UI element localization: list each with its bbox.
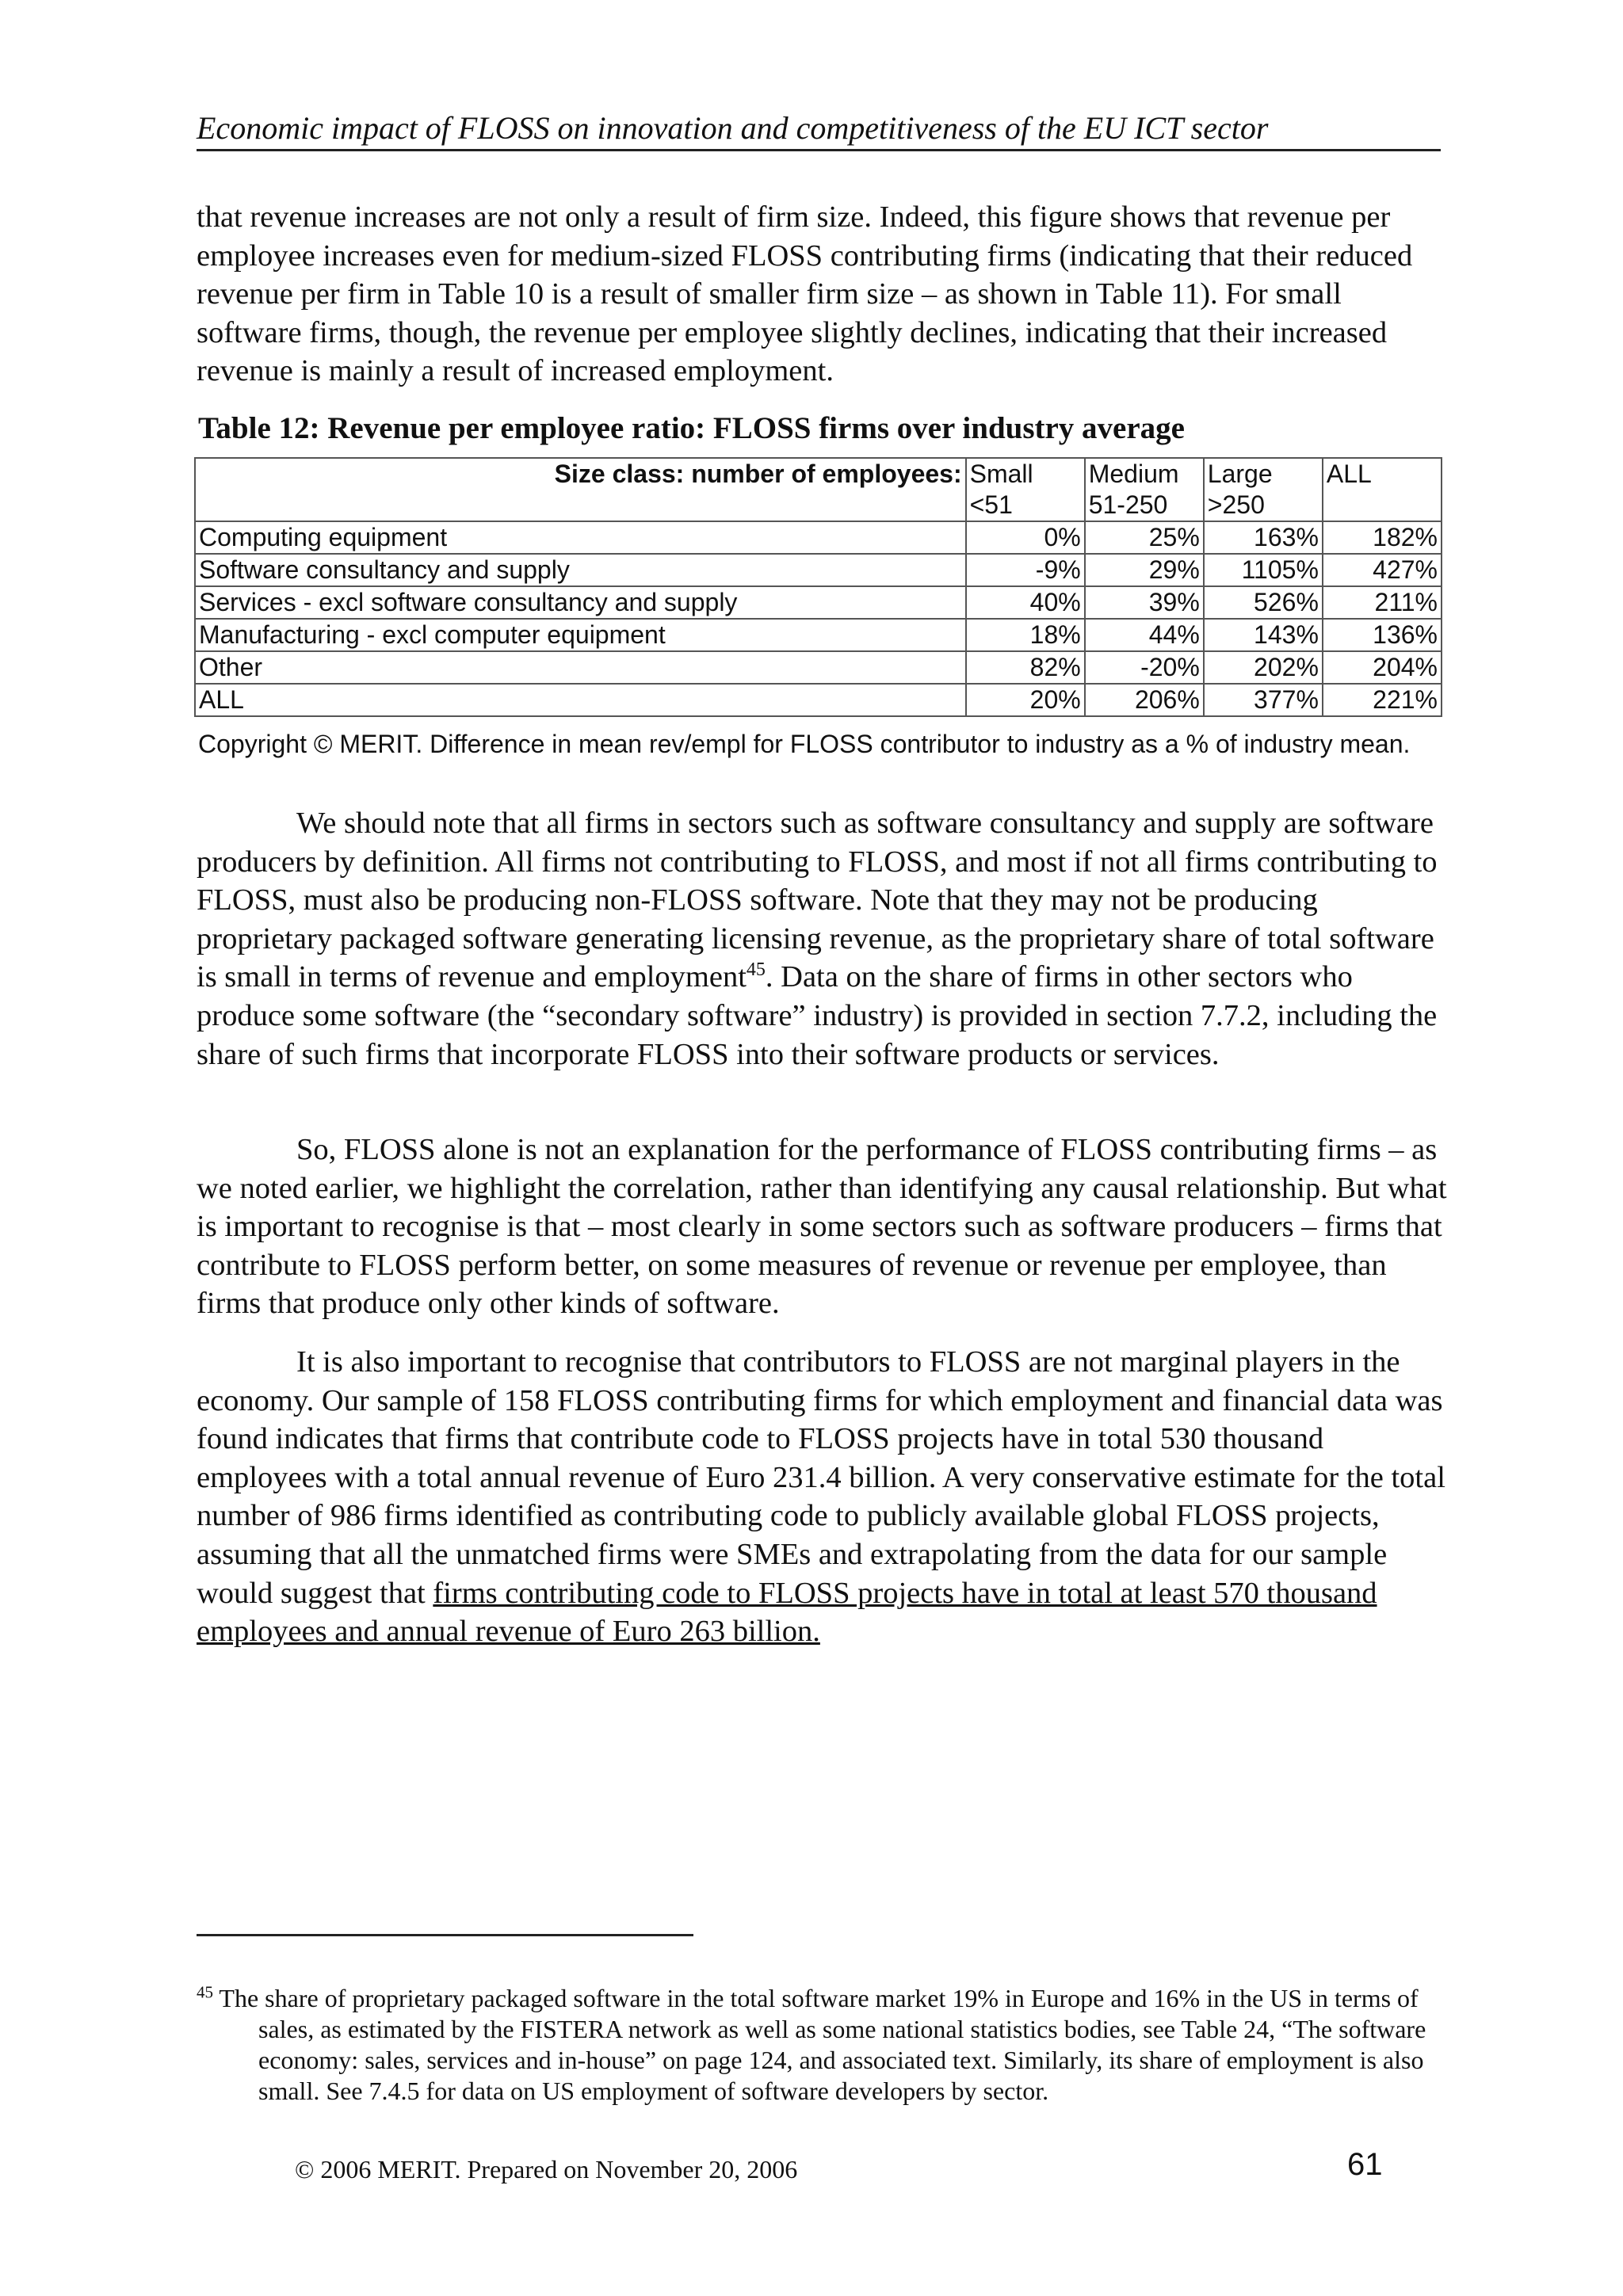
table-cell: 18%: [966, 619, 1085, 651]
size-class-header: Size class: number of employees:: [195, 458, 966, 521]
table-row: [195, 684, 1442, 716]
table-cell: 44%: [1085, 619, 1204, 651]
table-cell: 206%: [1085, 684, 1204, 716]
revenue-ratio-table: [194, 457, 1442, 717]
table-cell: 182%: [1323, 521, 1442, 554]
column-header-label: Small: [969, 460, 1033, 488]
table-row: [195, 521, 1442, 554]
paragraph-software-producers: [197, 804, 1449, 1074]
table-cell: 211%: [1323, 586, 1442, 619]
footnote-text: The share of proprietary packaged software in the total software market 19% in Europe and 16% in the US in terms of sales, as estimated by the FISTERA network as well as some national statistics bodies, see Table 24, “The software economy: sales, services and in-house” on page 124, and associated text. Similarly, its share of employment is also small. See 7.4.5 for data on US employment of software developers by sector.: [213, 1984, 1426, 2105]
underlined-conclusion: firms contributing code to FLOSS projects have in total at least 570 thousand employees and annual revenue of Euro 263 billion.: [197, 1576, 1377, 1649]
table-cell: -20%: [1085, 651, 1204, 684]
table-cell: 202%: [1204, 651, 1323, 684]
row-label: Software consultancy and supply: [195, 554, 966, 586]
footnote-reference: 45: [746, 959, 766, 981]
row-label: Other: [195, 651, 966, 684]
table-cell: 427%: [1323, 554, 1442, 586]
table-row: [195, 651, 1442, 684]
table-cell: 526%: [1204, 586, 1323, 619]
row-label: Computing equipment: [195, 521, 966, 554]
paragraph-correlation: So, FLOSS alone is not an explanation for the performance of FLOSS contributing firms – as we noted earlier, we highlight the correlation, rather than identifying any causal relationship. But what is important to recognise is that – most clearly in some sectors such as software producers – firms that contribute to FLOSS perform better, on some measures of revenue or revenue per employee, than firms that produce only other kinds of software.: [197, 1133, 1447, 1321]
table-cell: 40%: [966, 586, 1085, 619]
table-cell: 20%: [966, 684, 1085, 716]
column-header-label: Large: [1207, 460, 1273, 488]
column-header-label: Medium: [1088, 460, 1179, 488]
column-header-all: [1323, 458, 1442, 521]
row-label: Services - excl software consultancy and supply: [195, 586, 966, 619]
column-header-small: [966, 458, 1085, 521]
running-header: Economic impact of FLOSS on innovation and competitiveness of the EU ICT sector: [197, 109, 1441, 151]
column-header-range: <51: [969, 490, 1013, 519]
table-cell: 136%: [1323, 619, 1442, 651]
table-row: [195, 586, 1442, 619]
intro-paragraph: that revenue increases are not only a result of firm size. Indeed, this figure shows that revenue per employee increases even for medium-sized FLOSS contributing firms (indicating that their reduced revenue per firm in Table 10 is a result of smaller firm size – as shown in Table 11). For small software firms, though, the revenue per employee slightly declines, indicating that their increased revenue is mainly a result of increased employment.: [197, 200, 1413, 388]
table-cell: 221%: [1323, 684, 1442, 716]
row-label: ALL: [195, 684, 966, 716]
footer-copyright: © 2006 MERIT. Prepared on November 20, 2006: [295, 2155, 798, 2183]
table-cell: -9%: [966, 554, 1085, 586]
table-cell: 1105%: [1204, 554, 1323, 586]
table-cell: 143%: [1204, 619, 1323, 651]
table-cell: 39%: [1085, 586, 1204, 619]
column-header-label: ALL: [1326, 460, 1372, 488]
column-header-range: 51-250: [1088, 490, 1168, 519]
table-row: [195, 554, 1442, 586]
footnote-45: [197, 1983, 1449, 2107]
table-cell: 204%: [1323, 651, 1442, 684]
table-row: [195, 619, 1442, 651]
table-cell: 25%: [1085, 521, 1204, 554]
row-label: Manufacturing - excl computer equipment: [195, 619, 966, 651]
table-header-row: [195, 458, 1442, 521]
column-header-large: [1204, 458, 1323, 521]
paragraph-text: . Data on the share of firms in other sectors who produce some software (the “secondary software” industry) is provided in section 7.7.2, including the share of such firms that incorporate FLOSS into their software products or services.: [197, 960, 1438, 1071]
table-caption: Table 12: Revenue per employee ratio: FLOSS firms over industry average: [198, 411, 1185, 445]
table-cell: 82%: [966, 651, 1085, 684]
table-cell: 377%: [1204, 684, 1323, 716]
column-header-range: >250: [1207, 490, 1265, 519]
footnote-number: 45: [197, 1982, 213, 2002]
paragraph-text: We should note that all firms in sectors such as software consultancy and supply are software producers by definition. All firms not contributing to FLOSS, and most if not all firms contributing to FLOSS, must also be producing non-FLOSS software. Note that they may not be producing proprietary packaged software generating licensing revenue, as the proprietary share of total software is small in terms of revenue and employment: [197, 807, 1438, 994]
table-cell: 0%: [966, 521, 1085, 554]
paragraph-economy: [197, 1343, 1449, 1651]
table-cell: 163%: [1204, 521, 1323, 554]
column-header-medium: [1085, 458, 1204, 521]
footnote-separator: [197, 1934, 693, 1936]
paragraph-text: It is also important to recognise that contributors to FLOSS are not marginal players in the economy. Our sample of 158 FLOSS contributing firms for which employment and financial data was found indicates that firms that contribute code to FLOSS projects have in total 530 thousand employees with a total annual revenue of Euro 231.4 billion. A very conservative estimate for the total number of 986 firms identified as contributing code to publicly available global FLOSS projects, assuming that all the unmatched firms were SMEs and extrapolating from the data for our sample would suggest that: [197, 1345, 1445, 1610]
page-number: 61: [1347, 2147, 1383, 2182]
table-source-note: Copyright © MERIT. Difference in mean rev/empl for FLOSS contributor to industry as a % of industry mean.: [198, 730, 1411, 758]
table-cell: 29%: [1085, 554, 1204, 586]
